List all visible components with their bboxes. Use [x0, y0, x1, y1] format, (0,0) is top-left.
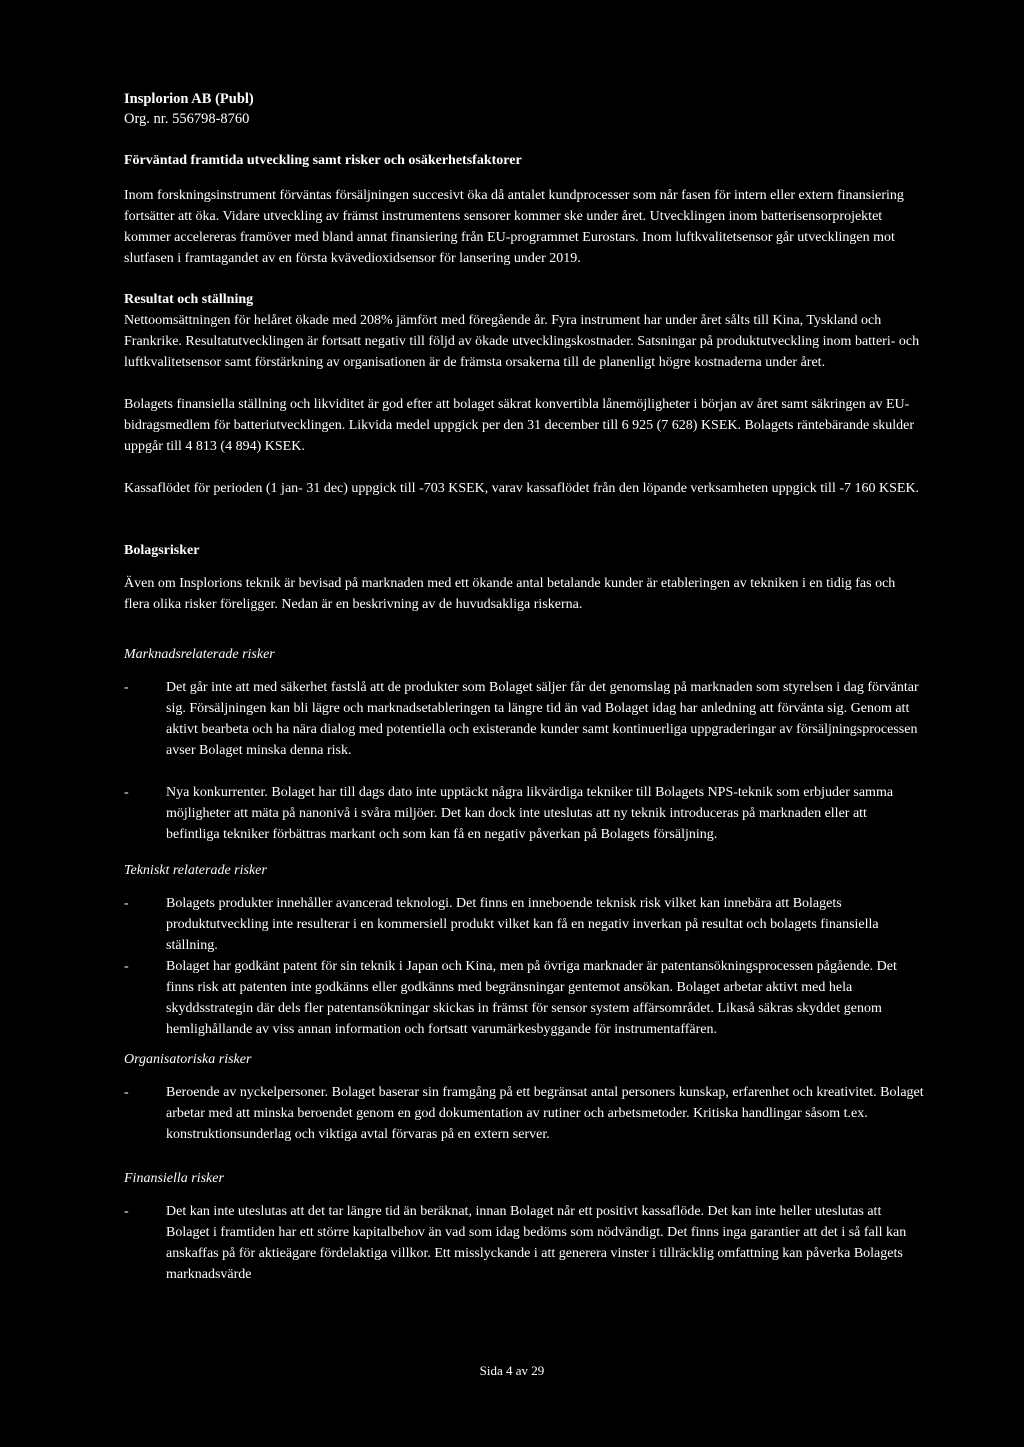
bullet-dash: -	[124, 959, 129, 974]
org-risks-list	[124, 1082, 924, 1145]
bullet-dash: -	[124, 1204, 129, 1219]
page-number: Sida 4 av 29	[479, 1363, 545, 1378]
tech-risks	[124, 861, 924, 1040]
financial-risks-list	[124, 1201, 924, 1285]
results-paragraph-1: Nettoomsättningen för helåret ökade med 208% jämfört med föregående år. Fyra instrument har under året sålts till Kina, Tyskland och Frankrike. Resultatutvecklingen är fortsatt negativ till följd av ökade utvecklingskostnader. Satsningar på produktutveckling inom batteri- och luftkvalitetsensor samt förstärkning av organisationen är de främsta orsakerna till de planenligt högre kostnaderna under året.	[124, 313, 920, 370]
list-item	[124, 893, 924, 956]
bullet-dash: -	[124, 896, 129, 911]
results-heading: Resultat och ställning	[124, 292, 254, 307]
org-number: Org. nr. 556798-8760	[124, 111, 250, 127]
list-item-text: Beroende av nyckelpersoner. Bolaget baserar sin framgång på ett begränsat antal personers kunskap, erfarenhet och kreativitet. Bolaget arbetar med att minska beroendet genom en god dokumentation av rutiner och arbetsmetoder. Kritiska handlingar såsom t.ex. konstruktionsunderlag och viktiga avtal förvaras på en extern server.	[166, 1085, 924, 1142]
bullet-dash: -	[124, 680, 129, 695]
list-item	[124, 782, 924, 845]
market-risks-heading: Marknadsrelaterade risker	[124, 647, 275, 662]
risks-section	[124, 541, 924, 615]
list-item	[124, 677, 924, 761]
bullet-dash: -	[124, 785, 129, 800]
list-item-text: Bolaget har godkänt patent för sin teknik i Japan och Kina, men på övriga marknader är patentansökningsprocessen pågående. Det finns risk att patenten inte godkänns eller godkänns med begränsningar gentemot ansökan. Bolaget arbetar aktivt med hela skyddsstrategin där dels fler patentansökningar skickas in främst för sensor system affärsområdet. Likaså säkras skyddet genom hemlighållande av viss annan information och fortsatt varumärkesbyggande för instrumentaffären.	[166, 959, 897, 1037]
outlook-paragraph: Inom forskningsinstrument förväntas försäljningen succesivt öka då antalet kundprocesser som når fasen för intern eller extern finansiering fortsätter att öka. Vidare utveckling av främst instrumentens sensorer kommer ske under året. Utvecklingen inom batterisensorprojektet kommer accelereras framöver med bland annat finansiering från EU-programmet Eurostars. Inom luftkvalitetsensor går utvecklingen mot slutfasen i framtagandet av en första kvävedioxidsensor för lansering under 2019.	[124, 188, 904, 266]
tech-risks-list	[124, 893, 924, 1040]
risks-intro: Även om Insplorions teknik är bevisad på marknaden med ett ökande antal betalande kunder är etableringen av tekniken i en tidig fas och flera olika risker föreligger. Nedan är en beskrivning av de huvudsakliga riskerna.	[124, 576, 896, 612]
org-risks-heading: Organisatoriska risker	[124, 1052, 252, 1067]
list-item-text: Det går inte att med säkerhet fastslå att de produkter som Bolaget säljer får det genomslag på marknaden som styrelsen i dag förväntar sig. Försäljningen kan bli lägre och marknadsetableringen ta längre tid än vad Bolaget idag har anledning att förvänta sig. Genom att aktivt bearbeta och ha nära dialog med potentiella och existerande kunder samt kontinuerliga uppgraderingar av försäljningsprocessen avser Bolaget minska denna risk.	[166, 680, 919, 758]
list-item-text: Bolagets produkter innehåller avancerad teknologi. Det finns en inneboende teknisk risk vilket kan innebära att Bolagets produktutveckling inte resulterar i en kommersiell produkt vilket kan få en negativ inverkan på resultat och bolagets finansiella ställning.	[166, 896, 879, 953]
risks-heading: Bolagsrisker	[124, 543, 200, 558]
financial-risks-heading: Finansiella risker	[124, 1171, 224, 1186]
list-item	[124, 956, 924, 1040]
results-paragraph-2: Bolagets finansiella ställning och likviditet är god efter att bolaget säkrat konvertibla lånemöjligheter i början av året samt säkringen av EU-bidragsmedlem för batteriutvecklingen. Likvida medel uppgick per den 31 december till 6 925 (7 628) KSEK. Bolagets räntebärande skulder uppgår till 4 813 (4 894) KSEK.	[124, 397, 914, 454]
market-risks-list	[124, 677, 924, 845]
results-section	[124, 290, 924, 499]
list-item	[124, 1201, 924, 1285]
bullet-dash: -	[124, 1085, 129, 1100]
outlook-heading: Förväntad framtida utveckling samt risker och osäkerhetsfaktorer	[124, 153, 522, 168]
outlook-section	[124, 151, 924, 269]
tech-risks-heading: Tekniskt relaterade risker	[124, 863, 267, 878]
company-name: Insplorion AB (Publ)	[124, 91, 254, 107]
list-item-text: Det kan inte uteslutas att det tar längre tid än beräknat, innan Bolaget når ett positivt kassaflöde. Det kan inte heller uteslutas att Bolaget i framtiden har ett större kapitalbehov än vad som idag bedöms som nödvändigt. Det finns inga garantier att det i så fall kan anskaffas på för aktieägare fördelaktiga villkor. Ett misslyckande i att generera vinster i tillräcklig omfattning kan påverka Bolagets marknadsvärde	[166, 1204, 907, 1282]
list-item	[124, 1082, 924, 1145]
results-paragraph-3: Kassaflödet för perioden (1 jan- 31 dec) uppgick till -703 KSEK, varav kassaflödet från den löpande verksamheten uppgick till -7 160 KSEK.	[124, 481, 920, 496]
market-risks	[124, 645, 924, 845]
list-item-text: Nya konkurrenter. Bolaget har till dags dato inte upptäckt några likvärdiga tekniker till Bolagets NPS-teknik som erbjuder samma möjligheter att mäta på nanonivå i svåra miljöer. Det kan dock inte uteslutas att ny teknik introduceras på marknaden eller att befintliga tekniker förbättras markant och som kan få en negativ påverkan på Bolagets försäljning.	[166, 785, 894, 842]
org-risks	[124, 1050, 924, 1145]
financial-risks	[124, 1169, 924, 1285]
